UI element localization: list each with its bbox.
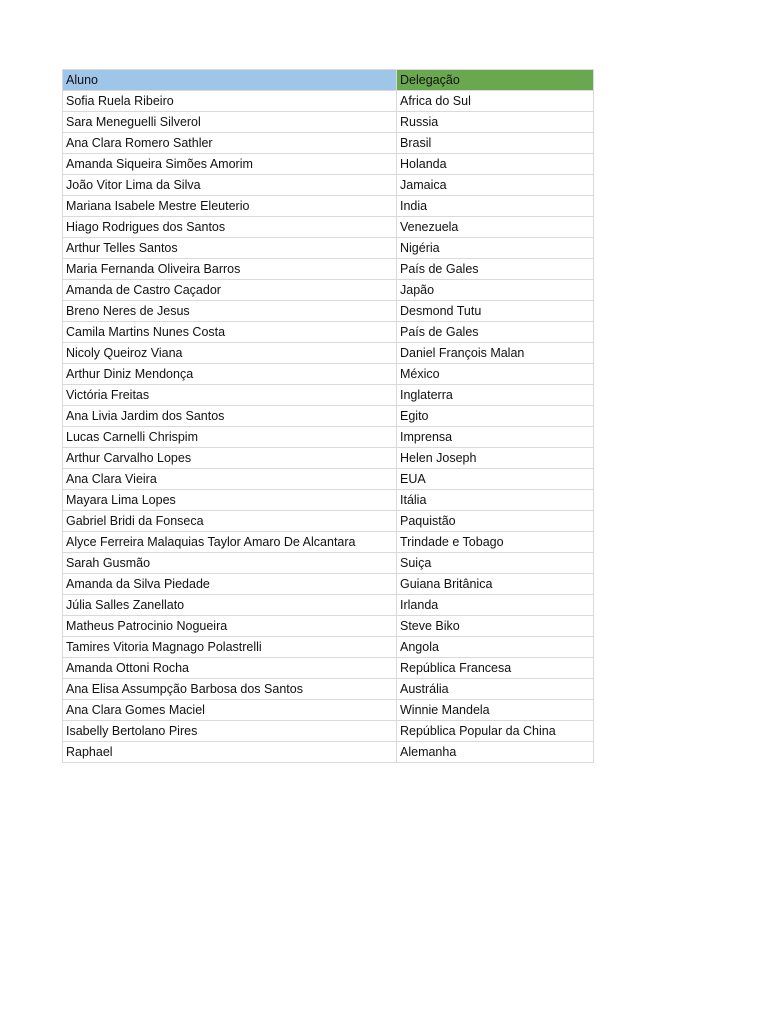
cell-delegacao[interactable]: Imprensa xyxy=(397,427,594,448)
table-row xyxy=(63,343,594,364)
cell-aluno[interactable]: Camila Martins Nunes Costa xyxy=(63,322,397,343)
cell-aluno[interactable]: Nicoly Queiroz Viana xyxy=(63,343,397,364)
table-row xyxy=(63,658,594,679)
table-row xyxy=(63,322,594,343)
table-row xyxy=(63,721,594,742)
cell-delegacao[interactable]: Russia xyxy=(397,112,594,133)
cell-aluno[interactable]: Ana Elisa Assumpção Barbosa dos Santos xyxy=(63,679,397,700)
table-row xyxy=(63,637,594,658)
table-row xyxy=(63,112,594,133)
table-row xyxy=(63,616,594,637)
table-row xyxy=(63,595,594,616)
cell-aluno[interactable]: Breno Neres de Jesus xyxy=(63,301,397,322)
cell-delegacao[interactable]: México xyxy=(397,364,594,385)
header-delegacao[interactable]: Delegação xyxy=(397,70,594,91)
cell-aluno[interactable]: Amanda Ottoni Rocha xyxy=(63,658,397,679)
cell-aluno[interactable]: Tamires Vitoria Magnago Polastrelli xyxy=(63,637,397,658)
cell-aluno[interactable]: Mayara Lima Lopes xyxy=(63,490,397,511)
table-row xyxy=(63,301,594,322)
table-row xyxy=(63,742,594,763)
table-row xyxy=(63,217,594,238)
cell-delegacao[interactable]: Brasil xyxy=(397,133,594,154)
table-row xyxy=(63,385,594,406)
cell-aluno[interactable]: Alyce Ferreira Malaquias Taylor Amaro De Alcantara xyxy=(63,532,397,553)
table-row xyxy=(63,406,594,427)
cell-delegacao[interactable]: India xyxy=(397,196,594,217)
cell-aluno[interactable]: Amanda da Silva Piedade xyxy=(63,574,397,595)
cell-aluno[interactable]: Lucas Carnelli Chrispim xyxy=(63,427,397,448)
cell-aluno[interactable]: Sarah Gusmão xyxy=(63,553,397,574)
cell-delegacao[interactable]: Japão xyxy=(397,280,594,301)
cell-aluno[interactable]: Sofia Ruela Ribeiro xyxy=(63,91,397,112)
cell-delegacao[interactable]: Angola xyxy=(397,637,594,658)
spreadsheet-area xyxy=(62,69,593,763)
cell-delegacao[interactable]: Trindade e Tobago xyxy=(397,532,594,553)
table-row xyxy=(63,175,594,196)
table-row xyxy=(63,574,594,595)
cell-delegacao[interactable]: Irlanda xyxy=(397,595,594,616)
cell-delegacao[interactable]: Africa do Sul xyxy=(397,91,594,112)
table-row xyxy=(63,448,594,469)
table-row xyxy=(63,280,594,301)
cell-delegacao[interactable]: Venezuela xyxy=(397,217,594,238)
table-row xyxy=(63,490,594,511)
table-row xyxy=(63,238,594,259)
header-aluno[interactable]: Aluno xyxy=(63,70,397,91)
cell-delegacao[interactable]: Jamaica xyxy=(397,175,594,196)
cell-aluno[interactable]: Hiago Rodrigues dos Santos xyxy=(63,217,397,238)
cell-aluno[interactable]: João Vitor Lima da Silva xyxy=(63,175,397,196)
cell-delegacao[interactable]: República Francesa xyxy=(397,658,594,679)
cell-aluno[interactable]: Arthur Carvalho Lopes xyxy=(63,448,397,469)
table-row xyxy=(63,364,594,385)
cell-aluno[interactable]: Mariana Isabele Mestre Eleuterio xyxy=(63,196,397,217)
cell-delegacao[interactable]: República Popular da China xyxy=(397,721,594,742)
table-row xyxy=(63,679,594,700)
cell-aluno[interactable]: Ana Clara Vieira xyxy=(63,469,397,490)
table-row xyxy=(63,133,594,154)
delegation-table xyxy=(62,69,594,763)
cell-aluno[interactable]: Ana Livia Jardim dos Santos xyxy=(63,406,397,427)
cell-delegacao[interactable]: País de Gales xyxy=(397,259,594,280)
cell-aluno[interactable]: Arthur Telles Santos xyxy=(63,238,397,259)
table-row xyxy=(63,154,594,175)
cell-aluno[interactable]: Arthur Diniz Mendonça xyxy=(63,364,397,385)
cell-delegacao[interactable]: Itália xyxy=(397,490,594,511)
table-row xyxy=(63,91,594,112)
table-row xyxy=(63,427,594,448)
cell-aluno[interactable]: Amanda Siqueira Simões Amorim xyxy=(63,154,397,175)
cell-delegacao[interactable]: Inglaterra xyxy=(397,385,594,406)
cell-aluno[interactable]: Raphael xyxy=(63,742,397,763)
cell-delegacao[interactable]: Desmond Tutu xyxy=(397,301,594,322)
cell-aluno[interactable]: Amanda de Castro Caçador xyxy=(63,280,397,301)
cell-delegacao[interactable]: EUA xyxy=(397,469,594,490)
cell-aluno[interactable]: Sara Meneguelli Silverol xyxy=(63,112,397,133)
cell-delegacao[interactable]: Suiça xyxy=(397,553,594,574)
table-body xyxy=(63,91,594,763)
header-row xyxy=(63,70,594,91)
cell-delegacao[interactable]: Helen Joseph xyxy=(397,448,594,469)
cell-delegacao[interactable]: Nigéria xyxy=(397,238,594,259)
cell-delegacao[interactable]: Winnie Mandela xyxy=(397,700,594,721)
table-row xyxy=(63,553,594,574)
cell-delegacao[interactable]: Alemanha xyxy=(397,742,594,763)
cell-aluno[interactable]: Isabelly Bertolano Pires xyxy=(63,721,397,742)
cell-delegacao[interactable]: Daniel François Malan xyxy=(397,343,594,364)
table-row xyxy=(63,532,594,553)
table-row xyxy=(63,511,594,532)
cell-delegacao[interactable]: Holanda xyxy=(397,154,594,175)
cell-delegacao[interactable]: Egito xyxy=(397,406,594,427)
cell-aluno[interactable]: Maria Fernanda Oliveira Barros xyxy=(63,259,397,280)
table-row xyxy=(63,469,594,490)
cell-aluno[interactable]: Victória Freitas xyxy=(63,385,397,406)
table-row xyxy=(63,259,594,280)
cell-aluno[interactable]: Júlia Salles Zanellato xyxy=(63,595,397,616)
cell-aluno[interactable]: Matheus Patrocinio Nogueira xyxy=(63,616,397,637)
cell-aluno[interactable]: Gabriel Bridi da Fonseca xyxy=(63,511,397,532)
cell-delegacao[interactable]: País de Gales xyxy=(397,322,594,343)
cell-delegacao[interactable]: Paquistão xyxy=(397,511,594,532)
table-row xyxy=(63,196,594,217)
cell-delegacao[interactable]: Guiana Britânica xyxy=(397,574,594,595)
cell-aluno[interactable]: Ana Clara Romero Sathler xyxy=(63,133,397,154)
cell-delegacao[interactable]: Austrália xyxy=(397,679,594,700)
table-row xyxy=(63,700,594,721)
cell-delegacao[interactable]: Steve Biko xyxy=(397,616,594,637)
cell-aluno[interactable]: Ana Clara Gomes Maciel xyxy=(63,700,397,721)
